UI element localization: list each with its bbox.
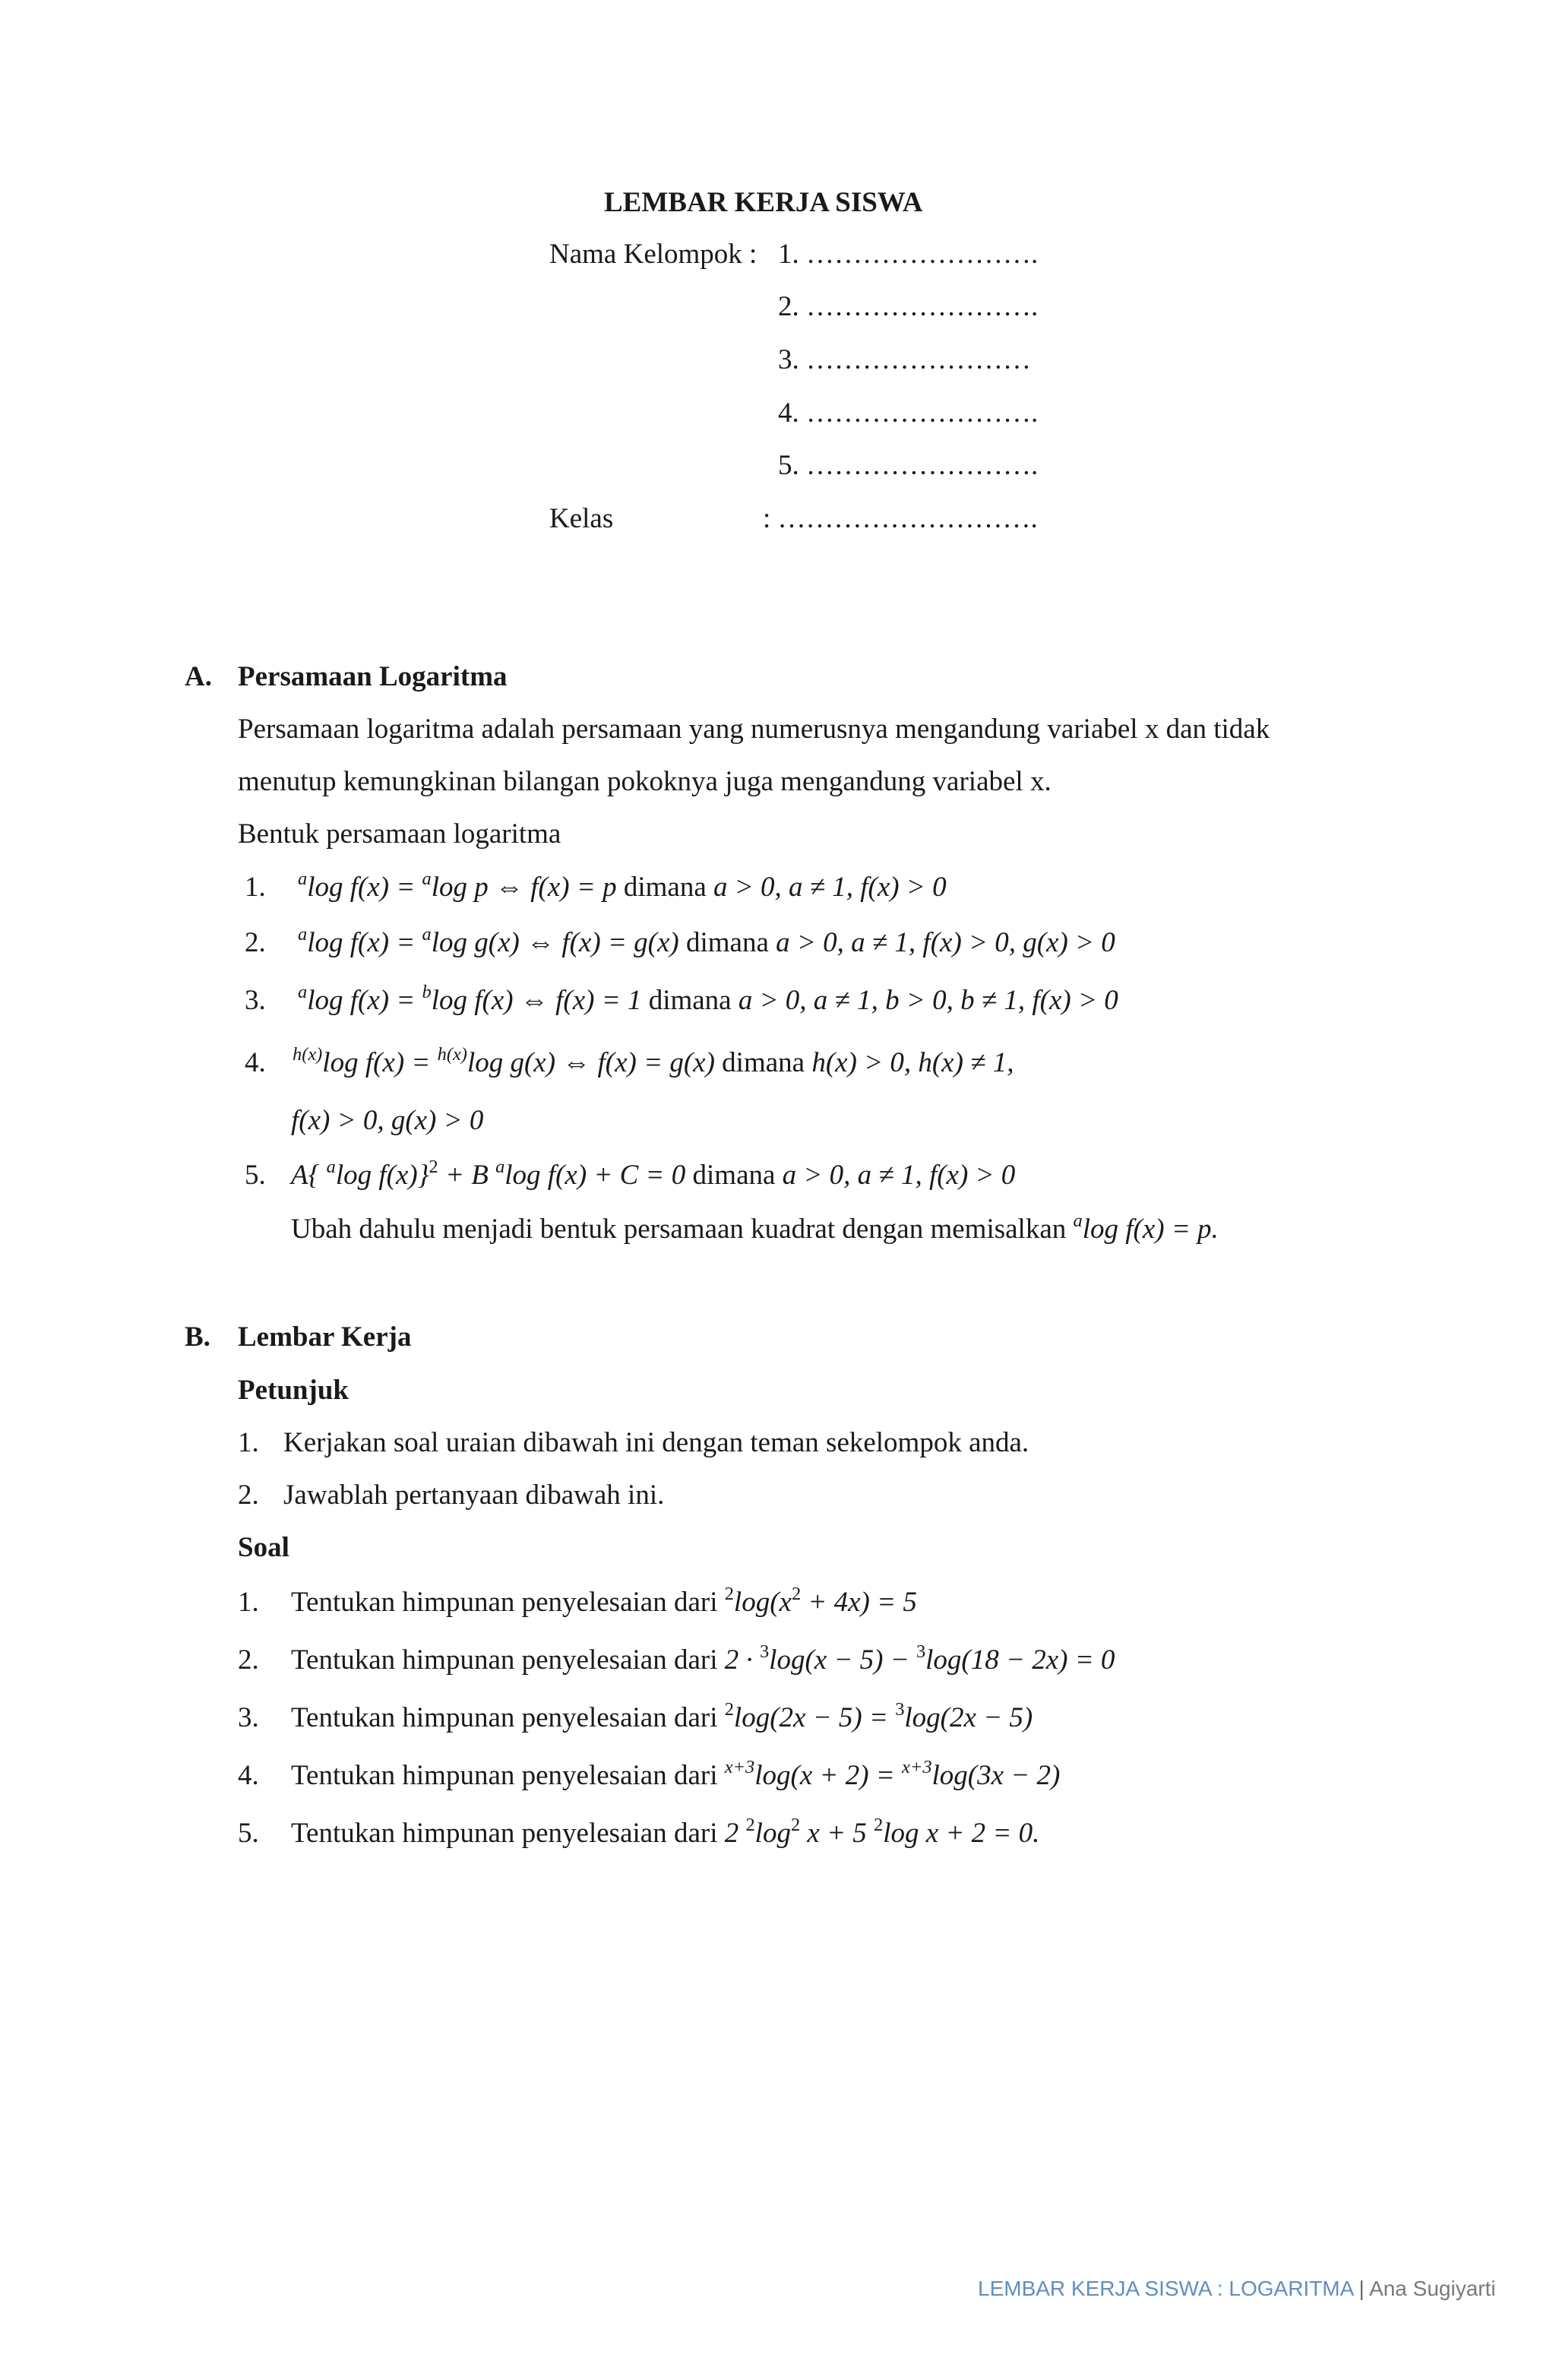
form-4-equation: $^{h(x)}$log f(x) = $^{h(x)}$log g(x) ⇔ f(x) = g(x) dimana h(x) > 0, h(x) ≠ 1, (293, 1043, 1014, 1078)
page-footer (978, 2278, 1496, 2299)
member-line-3: 3. …………………… (778, 344, 1031, 375)
footer-author: Ana Sugiyarti (1369, 2277, 1496, 2300)
section-a-paragraph-1: Persamaan logaritma adalah persamaan yang numerusnya mengandung variabel x dan tidak (238, 714, 1270, 745)
form-1-number: 1. (245, 872, 266, 903)
problem-4-number: 4. (238, 1760, 259, 1791)
instruction-1-number: 1. (238, 1427, 259, 1458)
problems-heading: Soal (238, 1532, 289, 1563)
footer-title: LEMBAR KERJA SISWA : LOGARITMA (978, 2277, 1353, 2300)
section-a-marker: A. (185, 661, 212, 692)
form-5-note: Ubah dahulu menjadi bentuk persamaan kuadrat dengan memisalkan $^a$log f(x) = p. (291, 1210, 1219, 1245)
group-name-label: Nama Kelompok : (549, 239, 757, 270)
problem-2: Tentukan himpunan penyelesaian dari 2 · $^3$log(x − 5) − $^3$log(18 − 2x) = 0 (291, 1641, 1115, 1676)
problem-1: Tentukan himpunan penyelesaian dari $^2\log(x^2 + 4x) = 5$ (291, 1583, 917, 1618)
member-line-1: 1. ……………………. (778, 239, 1039, 270)
problem-1-number: 1. (238, 1587, 259, 1618)
problem-2-number: 2. (238, 1644, 259, 1676)
problem-5: Tentukan himpunan penyelesaian dari 2 $^2\log^2$ x + 5 $^2$log x + 2 = 0. (291, 1814, 1040, 1849)
member-line-4: 4. ……………………. (778, 397, 1039, 429)
problem-4: Tentukan himpunan penyelesaian dari $^{x+3}$log(x + 2) = $^{x+3}$log(3x − 2) (291, 1756, 1061, 1791)
problem-3-number: 3. (238, 1702, 259, 1733)
section-b-marker: B. (185, 1321, 210, 1353)
form-4-number: 4. (245, 1047, 266, 1078)
form-4-condition-continued: f(x) > 0, g(x) > 0 (291, 1105, 484, 1136)
footer-separator: | (1358, 2277, 1365, 2300)
form-2-number: 2. (245, 927, 266, 958)
forms-label: Bentuk persamaan logaritma (238, 818, 561, 850)
form-2-equation: $^a$log f(x) = $^a$log g(x) ⇔ f(x) = g(x) dimana a > 0, a ≠ 1, f(x) > 0, g(x) > 0 (298, 923, 1115, 958)
form-3-equation: $^a$log f(x) = $^b$log f(x) ⇔ f(x) = 1 dimana a > 0, a ≠ 1, b > 0, b ≠ 1, f(x) > 0 (298, 981, 1118, 1016)
problem-5-number: 5. (238, 1818, 259, 1849)
section-a-heading: Persamaan Logaritma (238, 661, 508, 692)
instruction-1-text: Kerjakan soal uraian dibawah ini dengan teman sekelompok anda. (283, 1427, 1029, 1458)
member-line-5: 5. ……………………. (778, 450, 1039, 481)
member-line-2: 2. ……………………. (778, 291, 1039, 322)
problem-3: Tentukan himpunan penyelesaian dari $^2$log(2x − 5) = $^3$log(2x − 5) (291, 1698, 1033, 1733)
form-1-equation: $^a$log f(x) = $^a$log p ⇔ f(x) = p dimana a > 0, a ≠ 1, f(x) > 0 (298, 868, 947, 903)
instruction-2-text: Jawablah pertanyaan dibawah ini. (283, 1480, 665, 1511)
section-b-heading: Lembar Kerja (238, 1321, 412, 1353)
class-label: Kelas (549, 503, 614, 534)
form-5-number: 5. (245, 1160, 266, 1191)
class-field: : ………………………. (763, 503, 1038, 534)
page-title: LEMBAR KERJA SISWA (604, 187, 923, 218)
instructions-heading: Petunjuk (238, 1375, 349, 1406)
instruction-2-number: 2. (238, 1480, 259, 1511)
form-5-equation: A{ $^a$log f(x)}$^2$ + B $^a$log f(x) + C = 0 dimana a > 0, a ≠ 1, f(x) > 0 (291, 1156, 1016, 1191)
form-3-number: 3. (245, 985, 266, 1016)
section-a-paragraph-2: menutup kemungkinan bilangan pokoknya juga mengandung variabel x. (238, 766, 1052, 797)
